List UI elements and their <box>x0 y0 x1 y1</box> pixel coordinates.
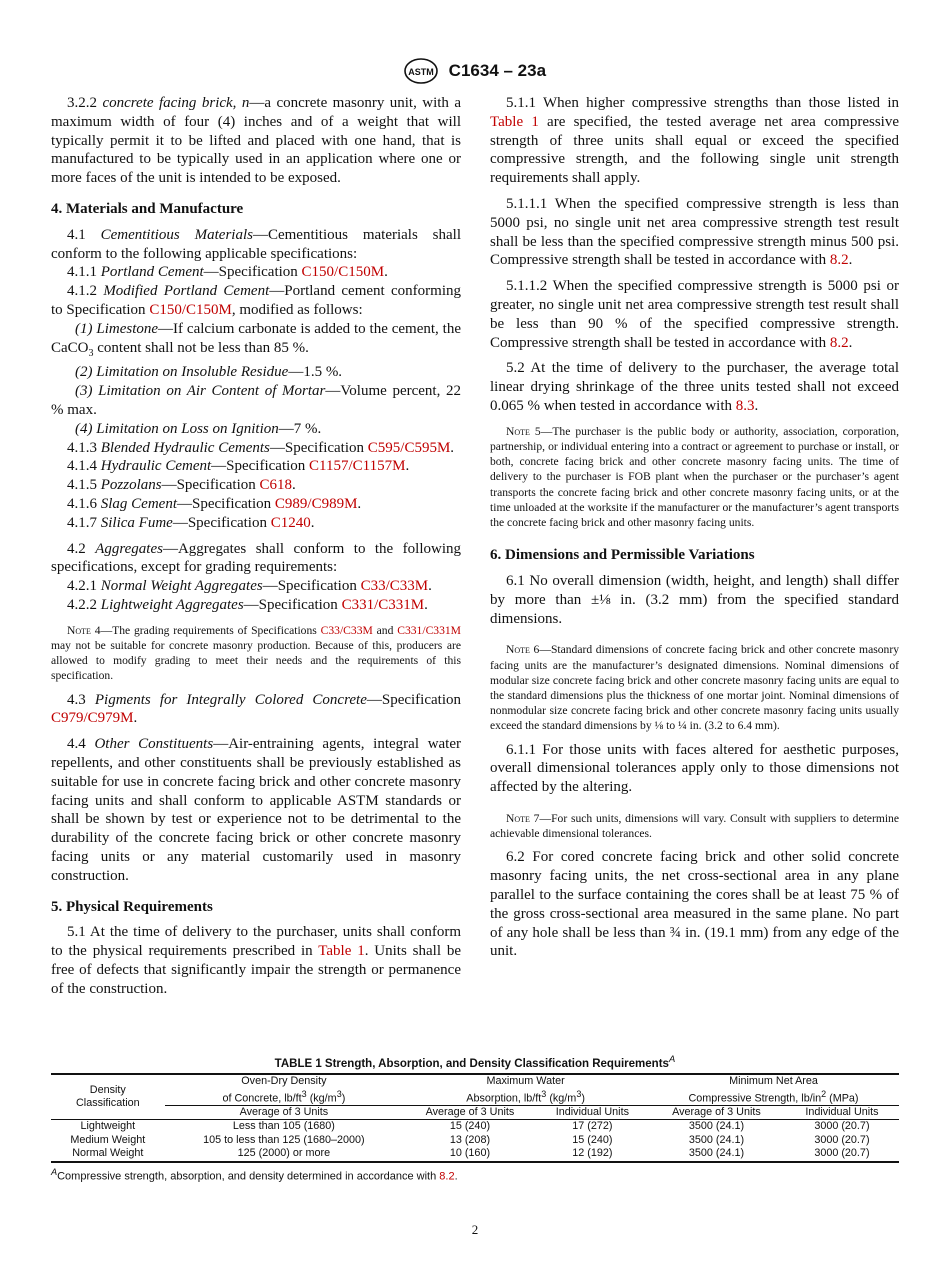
paragraph-4-4: 4.4 Other Constituents—Air-entraining agents, integral water repellents, and other constituents shall be previously established as suitable for use in concrete facing brick and other concrete masonry facing units and shall conform to applicable ASTM standards or shall be shown by test or experience not to be detrimental to the durability of the concrete facing brick or other concrete masonry facing units or any material customarily used in masonry construction. <box>51 736 462 884</box>
sub-density-avg: Average of 3 Units <box>165 1106 404 1120</box>
paragraph-4-1-2: 4.1.2 Modified Portland Cement—Portland cement conforming to Specification C150/C150M, modified as follows: <box>51 283 461 318</box>
page-header <box>0 58 950 84</box>
col-oven-dry-density: Oven-Dry Density of Concrete, $lb/ft^3$ $(kg/m^3)$ <box>222 1074 346 1105</box>
paragraph-5-2: 5.2 At the time of delivery to the purchaser, the average total linear drying shrinkage of the three units tested shall not exceed 0.065 % when tested in accordance with 8.3. <box>490 360 899 414</box>
paragraph-4-1-5: 4.1.5 Pozzolans—Specification C618. <box>67 477 296 494</box>
table-row: Normal Weight 125 (2000) or more 10 (160) 12 (192) 3500 (24.1) 3000 (20.7) <box>51 1147 899 1162</box>
astm-logo-icon <box>404 58 438 84</box>
list-item-limestone: (1) Limestone—If calcium carbonate is added to the cement, the CaCO$_3$ content shall not be less than 85 %. <box>51 320 461 359</box>
classification-table <box>51 1073 899 1163</box>
paragraph-6-1: 6.1 No overall dimension (width, height, and length) shall differ by more than ±⅛ in. (3.2 mm) from the specified standard dimensions. <box>490 572 899 627</box>
section-heading-5: 5. Physical Requirements <box>51 898 213 915</box>
note4-link-c33[interactable]: C33/C33M <box>320 623 373 637</box>
svg-text:ASTM: ASTM <box>408 67 434 77</box>
section-heading-6: 6. Dimensions and Permissible Variations <box>490 547 755 564</box>
col-density-class: Density Classification <box>76 1084 140 1110</box>
link-c618[interactable]: C618 <box>259 477 292 494</box>
link-c331[interactable]: C331/C331M <box>341 596 425 613</box>
sub-comp-ind: Individual Units <box>785 1106 899 1120</box>
table-row: Medium Weight 105 to less than 125 (1680–2000) 13 (208) 15 (240) 3500 (24.1) 3000 (20.7) <box>70 1133 870 1146</box>
table-row: Lightweight Less than 105 (1680) 15 (240) 17 (272) 3500 (24.1) 3000 (20.7) <box>80 1120 870 1133</box>
note-6: Note 6—Standard dimensions of concrete facing brick and other concrete masonry facing units are the manufacturer’s designated dimensions. Nominal dimensions of modular size concrete facing brick and other concrete masonry facing units are equal to the standard dimensions plus the thickness of one mortar joint. Nominal dimensions of nonmodular size concrete facing brick and other concrete masonry facing units usually exceed the standard dimensions by ⅛ to ¼ in. (3.2 to 6.4 mm). <box>490 643 899 733</box>
link-8-2-b[interactable]: 8.2 <box>829 334 849 351</box>
paragraph-4-1-6: 4.1.6 Slag Cement—Specification C989/C989M. <box>67 495 362 512</box>
link-c595[interactable]: C595/C595M <box>367 439 451 456</box>
right-column <box>490 94 899 961</box>
link-c979[interactable]: C979/C979M <box>51 710 134 727</box>
section-heading-4: 4. Materials and Manufacture <box>51 200 244 217</box>
paragraph-4-1-7: 4.1.7 Silica Fume—Specification C1240. <box>67 514 315 531</box>
table-footnote: $^A$Compressive strength, absorption, and density determined in accordance with 8.2. <box>51 1166 458 1183</box>
link-c1240[interactable]: C1240 <box>270 514 311 531</box>
paragraph-4-1-4: 4.1.4 Hydraulic Cement—Specification C1157/C1157M. <box>67 458 410 475</box>
list-item-ignition: (4) Limitation on Loss on Ignition—7 %. <box>75 420 322 437</box>
paragraph-4-2-2: 4.2.2 Lightweight Aggregates—Specification C331/C331M. <box>67 596 428 613</box>
link-c989[interactable]: C989/C989M <box>274 495 358 512</box>
footnote-link-8-2[interactable]: 8.2 <box>439 1170 455 1183</box>
paragraph-4-1-3: 4.1.3 Blended Hydraulic Cements—Specification C595/C595M. <box>67 439 455 456</box>
paragraph-4-2-1: 4.2.1 Normal Weight Aggregates—Specification C33/C33M. <box>67 578 432 595</box>
col-max-water: Maximum Water Absorption, $lb/ft^3$ $(kg/m^3)$ <box>466 1074 585 1105</box>
sub-water-avg: Average of 3 Units <box>403 1106 537 1120</box>
paragraph-5-1-1-2: 5.1.1.2 When the specified compressive strength is 5000 psi or greater, no single unit net area compressive strength test result shall be less than 90 % of the specified compressive strength. Compressive strength shall be tested in accordance with 8.2. <box>490 278 899 351</box>
left-column <box>51 94 461 998</box>
table-1 <box>51 1054 899 1183</box>
col-min-compressive: Minimum Net Area Compressive Strength, $lb/in^2$ (MPa) <box>688 1074 859 1105</box>
document-code: C1634 – 23a <box>448 61 547 80</box>
link-table-1-b[interactable]: Table 1 <box>490 113 539 130</box>
note-7: Note 7—For such units, dimensions will vary. Consult with suppliers to determine achievable dimensional tolerances. <box>490 811 899 841</box>
paragraph-4-2: 4.2 Aggregates—Aggregates shall conform to the following specifications, except for grading requirements: <box>51 540 461 576</box>
paragraph-5-1-1-1: 5.1.1.1 When the specified compressive strength is less than 5000 psi, no single unit net area compressive strength test result shall be less than the specified compressive strength minus 500 psi. Compressive strength shall be tested in accordance with 8.2. <box>490 195 899 269</box>
link-table-1[interactable]: Table 1 <box>318 943 365 960</box>
note-5: Note 5—The purchaser is the public body or authority, association, corporation, partnership, or individual entering into a contract or agreement to purchase or install, or both, concrete facing brick and other concrete masonry facing units. The time of delivery to the purchaser is FOB plant when the purchaser or the purchaser’s agent transports the concrete facing brick and other concrete masonry facing units, or at the time unloaded at the worksite if the manufacturer or the manufacturer’s agent transports the concrete facing brick and other masonry facing units. <box>490 424 899 529</box>
link-c33[interactable]: C33/C33M <box>360 578 429 595</box>
sub-water-ind: Individual Units <box>537 1106 648 1120</box>
list-item-air-content: (3) Limitation on Air Content of Mortar—Volume percent, 22 % max. <box>51 383 461 418</box>
paragraph-6-2: 6.2 For cored concrete facing brick and other solid concrete masonry facing units, the net cross-sectional area in any plane parallel to the surface containing the cores shall be at least 75 % of the gross cross-sectional area measured in the same plane. No part of any hole shall be less than ¾ in. (19.1 mm) from any edge of the unit. <box>490 849 899 960</box>
page-number: 2 <box>471 1222 479 1237</box>
link-8-3[interactable]: 8.3 <box>735 397 755 414</box>
paragraph-3-2-2: 3.2.2 concrete facing brick, n—a concrete masonry unit, with a maximum width of four (4) inches and of a weight that will typically permit it to be lifted and placed with one hand, that is manufactured to be typically used in an application where one or more faces of the unit is intended to be exposed. <box>51 95 461 187</box>
link-c1157[interactable]: C1157/C1157M <box>309 458 406 475</box>
note-4: Note 4—The grading requirements of Specifications C33/C33M and C331/C331M may not be suitable for concrete masonry production. Because of this, producers are allowed to modify grading to meet their needs and the requirements of this specification. <box>51 623 461 683</box>
paragraph-6-1-1: 6.1.1 For those units with faces altered for aesthetic purposes, overall dimensional tolerances apply only to those dimensions not affected by the altering. <box>490 741 899 796</box>
paragraph-4-1: 4.1 Cementitious Materials—Cementitious materials shall conform to the following applicable specifications: <box>51 226 461 262</box>
paragraph-4-1-1: 4.1.1 Portland Cement—Specification C150/C150M. <box>67 264 388 281</box>
sub-comp-avg: Average of 3 Units <box>648 1106 785 1120</box>
paragraph-5-1-1: 5.1.1 When higher compressive strengths than those listed in Table 1 are specified, the tested average net area compressive strength of three units shall equal or exceed the specified compressive strength, and the following single unit strength requirements shall apply. <box>490 95 899 187</box>
link-c150[interactable]: C150/C150M <box>301 264 385 281</box>
table-caption: TABLE 1 Strength, Absorption, and Density Classification Requirements$^A$ <box>274 1054 676 1070</box>
link-c150-2[interactable]: C150/C150M <box>149 301 232 318</box>
paragraph-4-3: 4.3 Pigments for Integrally Colored Concrete—Specification C979/C979M. <box>51 691 461 727</box>
paragraph-5-1: 5.1 At the time of delivery to the purchaser, units shall conform to the physical requirements prescribed in Table 1. Units shall be free of defects that significantly impair the strength or permanence of the construction. <box>51 924 461 997</box>
note4-link-c331[interactable]: C331/C331M <box>397 623 461 637</box>
link-8-2[interactable]: 8.2 <box>829 252 849 269</box>
list-item-insoluble: (2) Limitation on Insoluble Residue—1.5 %. <box>75 364 343 381</box>
